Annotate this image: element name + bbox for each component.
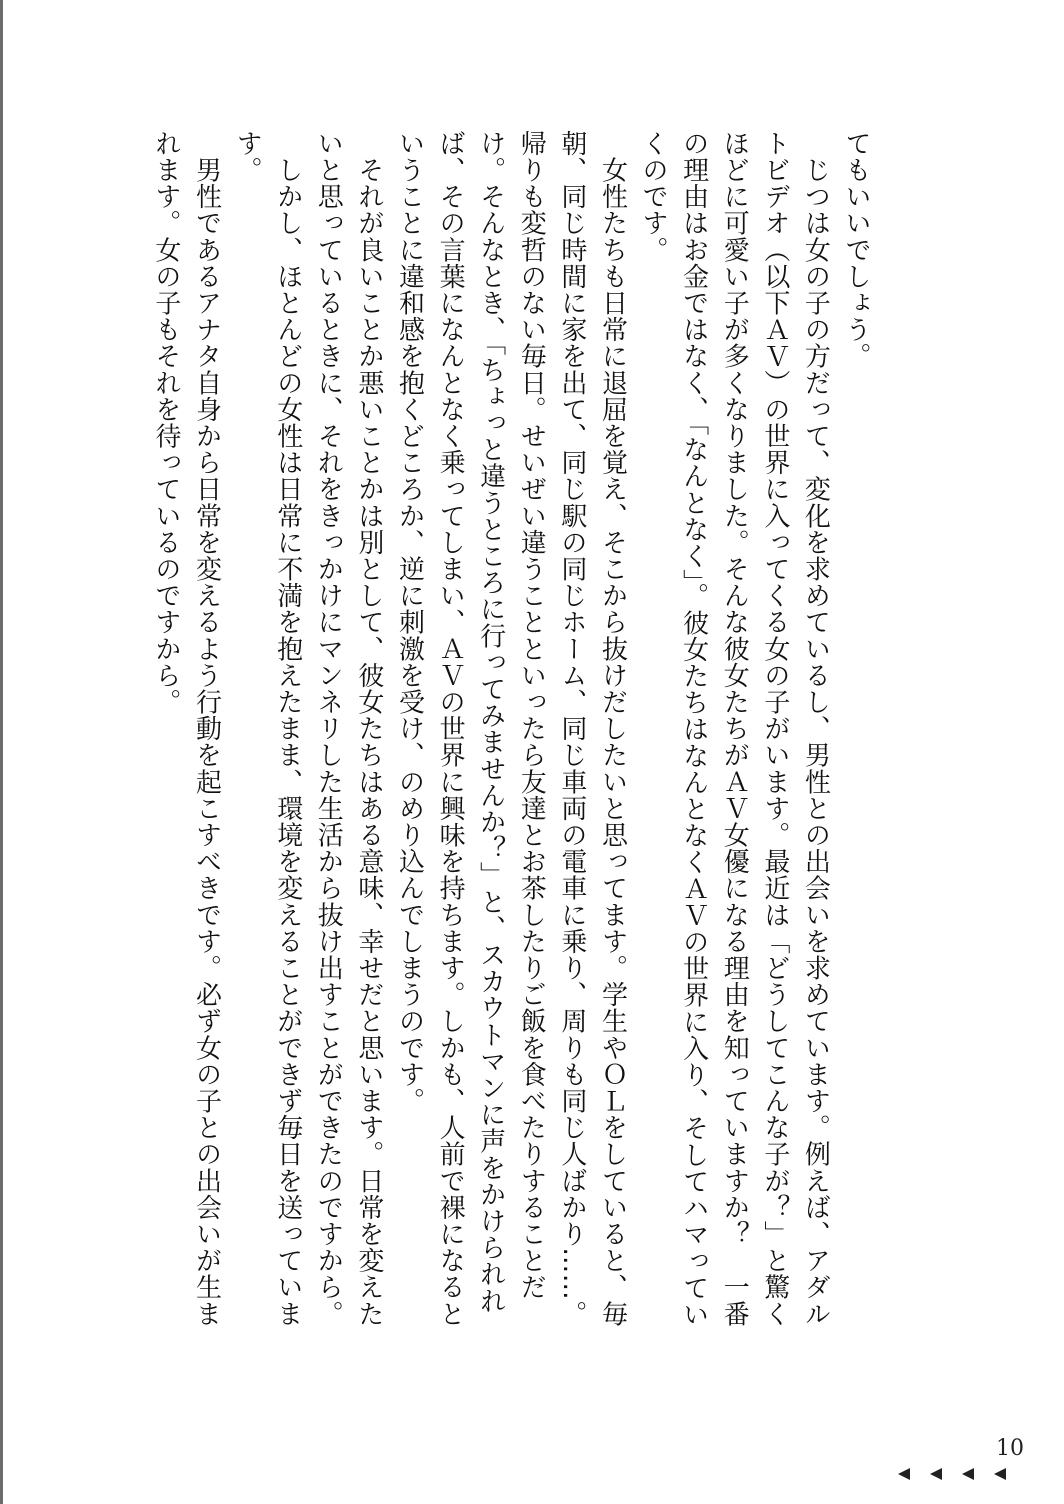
- page-edge-line: [0, 0, 3, 1504]
- paragraph: てもいいでしょう。: [841, 130, 871, 370]
- triangle-left-icon[interactable]: [994, 1468, 1006, 1480]
- vertical-text-body: [150, 130, 876, 1330]
- paragraph: 女性たちも日常に退屈を覚え、そこから抜けだしたいと思ってます。学生やＯＬをしていると、毎朝、同じ時間に家を出て、同じ駅の同じホーム、同じ車両の電車に乗り、周りも同じ人ばかり……。帰りも変哲のない毎日。せいぜい違うことといったら友達とお茶したりご飯を食べたりすることだけ。そんなとき、「ちょっと違うところに行ってみませんか？」と、スカウトマンに声をかけられれば、その言葉になんとなく乗ってしまい、ＡＶの世界に興味を持ちます。しかも、人前で裸になるということに違和感を抱くどころか、逆に刺激を受け、のめり込んでしまうのです。: [394, 130, 628, 1327]
- page-nav-arrows: [898, 1468, 1006, 1480]
- paragraph: 男性であるアナタ自身から日常を変えるよう行動を起こすべきです。必ず女の子との出会いが生まれます。女の子もそれを待っているのですから。: [150, 130, 222, 1327]
- triangle-left-icon[interactable]: [898, 1468, 910, 1480]
- page-number: 10: [996, 1436, 1024, 1461]
- triangle-left-icon[interactable]: [930, 1468, 942, 1480]
- paragraph: じつは女の子の方だって、変化を求めているし、男性との出会いを求めています。例えば、アダルトビデオ（以下ＡＶ）の世界に入ってくる女の子がいます。最近は「どうしてこんな子が？」と驚くほどに可愛い子が多くなりました。そんな彼女たちがＡＶ女優になる理由を知っていますか？ 一番の理由はお金ではなく、「なんとなく」。彼女たちはなんとなくＡＶの世界に入り、そしてハマっていくのです。: [638, 130, 831, 1328]
- paragraph: それが良いことか悪いことかは別として、彼女たちはある意味、幸せだと思います。日常を変えたいと思っているときに、それをきっかけにマンネリした生活から抜け出すことができたのですから。: [313, 130, 384, 1327]
- triangle-left-icon[interactable]: [962, 1468, 974, 1480]
- paragraph: しかし、ほとんどの女性は日常に不満を抱えたまま、環境を変えることができず毎日を送っています。: [232, 130, 303, 1327]
